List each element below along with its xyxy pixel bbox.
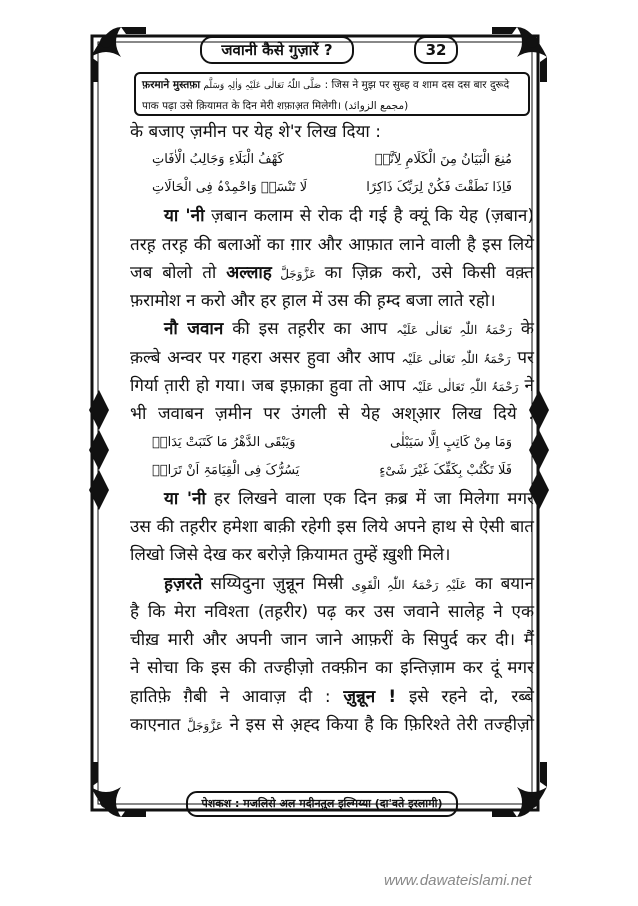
bold-term: या 'नी	[164, 206, 205, 227]
bold-term: नौ जवान	[164, 319, 224, 340]
bold-term: ह़ज़रते	[164, 573, 203, 594]
text-line: उस की तह़रीर हमेशा बाक़ी रहेगी इस लिये अपने हाथ से ऐसी बात	[130, 516, 534, 537]
arabic-honorific: عَزَّوَجَلَّ	[186, 719, 224, 734]
text-line: ने सोचा कि इस की तज्हीज़ो तक्फ़ीन का इन्तिज़ाम कर दूं मगर	[130, 658, 534, 679]
bold-term: अल्लाह	[226, 262, 272, 283]
poem-verse: فَلَا تَکْتُبْ بِکَفِّکَ غَیْرَ شَیْءٍ	[379, 462, 512, 478]
book-title: जवानी कैसे गुज़ारें ?	[200, 36, 354, 64]
hadith-text-2: पाक पढ़ा उसे क़ियामत के दिन मेरी शफ़ाअ़त मिलेगी। (مجمع الزوائد)	[142, 100, 409, 112]
text-line: है कि मेरा नविश्ता (तह़रीर) पढ़ कर उस जवाने सालेह़ ने एक	[130, 601, 534, 622]
text-span: इसे रहने दो, रब्बे	[396, 686, 534, 707]
ornament-bottom-right-icon	[482, 752, 552, 822]
text-span: ने	[518, 376, 534, 397]
text-line: भी जवाबन ज़मीन पर उंगली से येह अश्आ़र लिख दिये :	[130, 404, 534, 425]
poem-verse: وَمَا مِنْ کَاتِبٍ اِلَّا سَیَبْلٰی	[389, 434, 512, 450]
hadith-text-1: : जिस ने मुझ पर सुब्ह व शाम दस दस बार दुरूदे	[324, 79, 510, 91]
text-line	[130, 683, 534, 711]
poem-verse: یَسُرُّکَ فِی الْقِیَامَۃِ اَنْ تَرَاہٗ	[152, 462, 300, 478]
text-line	[130, 485, 534, 513]
text-line: के बजाए ज़मीन पर येह शे'र लिख दिया :	[130, 122, 381, 142]
text-line	[130, 202, 534, 230]
text-span: जब बोलो तो	[130, 262, 227, 283]
text-span: ज़बान कलाम से रोक दी गई है क्यूं कि येह (ज़बान)	[204, 206, 534, 227]
text-line	[130, 344, 534, 372]
arabic-honorific: رَحْمَۃُ اللّٰہِ تَعَالٰی عَلَیْہ	[401, 351, 511, 366]
text-span: क़ल्बे अन्वर पर गहरा असर हुवा और आप	[130, 347, 402, 368]
text-line: चीख़ मारी और अपनी जान जाने आफ़रीं के सिपुर्द कर दी। मैं	[130, 630, 534, 651]
hadith-box	[134, 72, 530, 116]
text-line: तरह़ तरह़ की बलाओं का ग़ार और आफ़ात लाने वाली है इस लिये	[130, 234, 534, 255]
poem-verse: وَیَبْقَی الدَّهْرُ مَا کَتَبَتْ یَدَاہٗ	[152, 434, 296, 450]
hadith-label: फ़रमाने मुस्तफ़ा	[142, 79, 201, 91]
publisher-footer: पेशकश : मजलिसे अल मदीनतुल इल्मिय्या (दा'वते इस्लामी)	[186, 791, 458, 817]
text-span: के	[511, 319, 534, 340]
text-line: लिखो जिसे देख कर बरोज़े क़ियामत तुम्हें ख़ुशी मिले।	[130, 545, 451, 566]
text-line	[130, 570, 534, 598]
arabic-honorific: رَحْمَۃُ اللّٰہِ تَعَالٰی عَلَیْہ	[411, 380, 519, 395]
poem-verse: کَهْفُ الْبَلَاءِ وَجَالِبُ الْاٰفَاتِ	[152, 152, 284, 168]
text-span: काएनात	[130, 715, 187, 736]
poem-block-2	[130, 429, 534, 485]
text-line: फ़रामोश न करो और हर ह़ाल में उस की ह़म्द बजा लाते रहो।	[130, 291, 496, 312]
text-span: का बयान	[466, 573, 535, 594]
text-span: हर लिखने वाला एक दिन क़ब्र में जा मिलेगा मगर	[205, 488, 534, 509]
text-span: पर	[510, 347, 534, 368]
website-watermark[interactable]: www.dawateislami.net	[384, 872, 532, 889]
poem-verse: فَاِذَا نَطَقْتَ فَکُنْ لِرَبِّکَ ذَاکِرًا	[366, 180, 512, 196]
ornament-left-mid-icon	[84, 390, 114, 510]
ornament-bottom-left-icon	[86, 752, 156, 822]
poem-verse: مُنِعَ الْبَیَانُ مِنَ الْکَلَامِ لِاَنَّہٗ	[374, 152, 512, 168]
text-line	[130, 259, 534, 287]
bold-term: ज़ुन्नून !	[343, 686, 397, 707]
poem-verse: لَا تَنْسَہٗ وَاحْمِدْہُ فِی الْحَالَاتِ	[152, 180, 308, 196]
text-line	[130, 372, 534, 400]
text-span: सय्यिदुना ज़ुन्नून मिस्री	[202, 573, 352, 594]
hadith-salutation: صَلَّى اللّٰہُ تَعَالٰی عَلَیْہِ وَاٰلِہٖ وَسَلَّم	[203, 81, 322, 91]
bold-term: या 'नी	[164, 488, 206, 509]
page-number: 32	[414, 36, 458, 64]
arabic-honorific: عَزَّوَجَلَّ	[271, 266, 325, 281]
arabic-honorific: عَلَیْہِ رَحْمَۃُ اللّٰہِ الْقَوِی	[351, 577, 467, 592]
text-span: हातिफ़े ग़ैबी ने आवाज़ दी :	[130, 686, 344, 707]
text-span: का ज़िक्र करो, उसे किसी वक़्त	[324, 262, 534, 283]
text-span: ने इस से अ़ह्द किया है कि फ़िरिश्ते तेरी तज्हीज़ो	[223, 715, 534, 736]
text-span: गिर्या त़ारी हो गया। जब इफ़ाक़ा हुवा तो आप	[130, 376, 412, 397]
text-line	[130, 711, 534, 739]
text-span: की इस तह़रीर का आप	[223, 319, 397, 340]
poem-block-1	[130, 146, 534, 202]
arabic-honorific: رَحْمَۃُ اللّٰہِ تَعَالٰی عَلَیْہ	[396, 323, 512, 338]
text-line	[130, 315, 534, 343]
main-text	[130, 118, 534, 739]
